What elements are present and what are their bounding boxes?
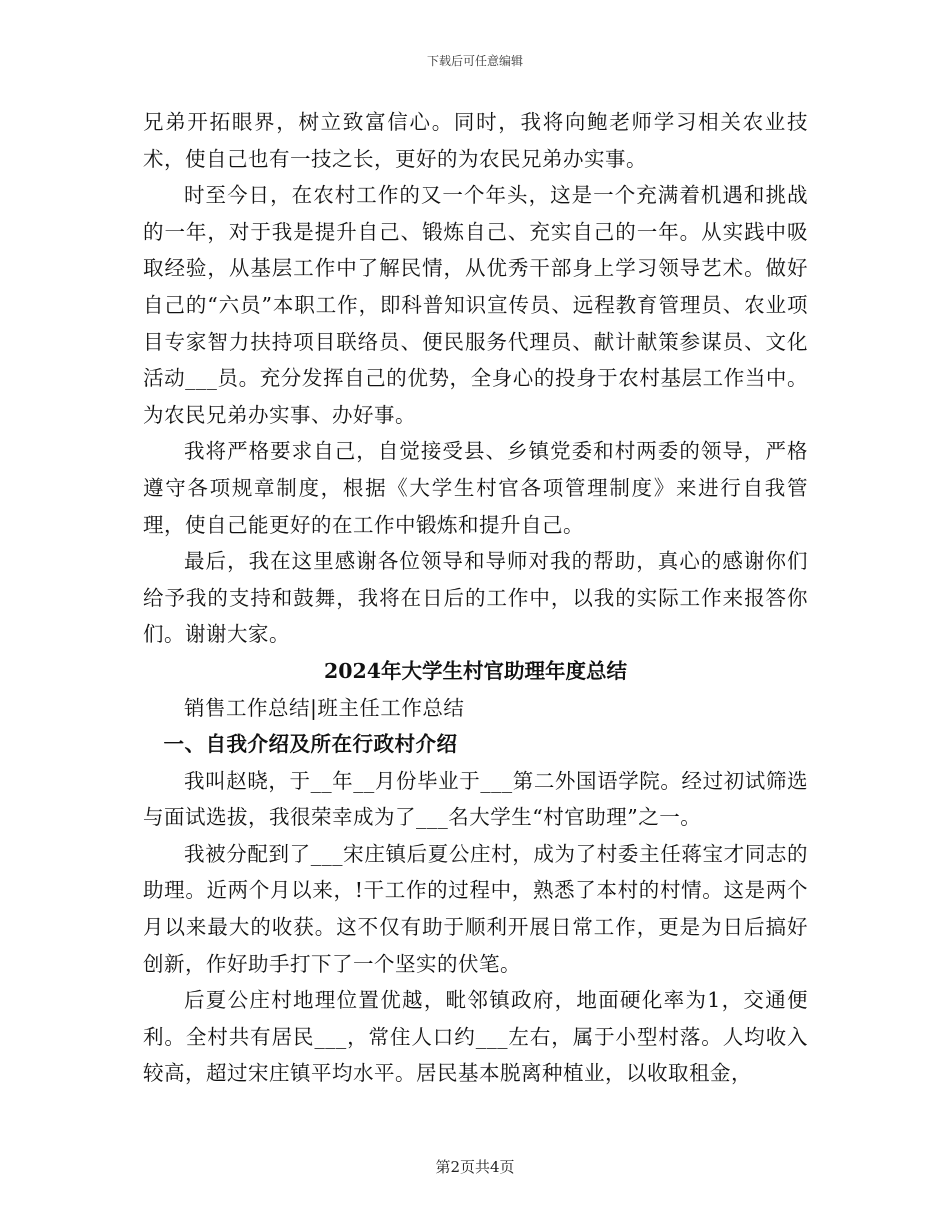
paragraph-six-roles: 时至今日，在农村工作的又一个年头，这是一个充满着机遇和挑战的一年，对于我是提升自己、锻炼自己、充实自己的一年。从实践中吸取经验，从基层工作中了解民情，从优秀干部身上学习领导艺术。做好自己的“六员”本职工作，即科普知识宣传员、远程教育管理员、农业项目专家智力扶持项目联络员、便民服务代理员、献计献策参谋员、文化活动___员。充分发挥自己的优势，全身心的投身于农村基层工作当中。为农民兄弟办实事、办好事。 <box>143 183 808 427</box>
page-number: 第2页共4页 <box>435 1158 515 1176</box>
section-heading-introduction: 一、自我介绍及所在行政村介绍 <box>163 732 458 757</box>
paragraph-village-overview: 后夏公庄村地理位置优越，毗邻镇政府，地面硬化率为1，交通便利。全村共有居民___，常住人口约___左右，属于小型村落。人均收入较高，超过宋庄镇平均水平。居民基本脱离种植业，以收取租金， <box>143 988 808 1086</box>
paragraph-self-discipline: 我将严格要求自己，自觉接受县、乡镇党委和村两委的领导，严格遵守各项规章制度，根据《大学生村官各项管理制度》来进行自我管理，使自己能更好的在工作中锻炼和提升自己。 <box>143 439 808 537</box>
paragraph-thanks: 最后，我在这里感谢各位领导和导师对我的帮助，真心的感谢你们给予我的支持和鼓舞，我将在日后的工作中，以我的实际工作来报答你们。谢谢大家。 <box>143 549 808 647</box>
paragraph-assignment: 我被分配到了___宋庄镇后夏公庄村，成为了村委主任蒋宝才同志的助理。近两个月以来，!干工作的过程中，熟悉了本村的村情。这是两个月以来最大的收获。这不仅有助于顺利开展日常工作，更是为日后搞好创新，作好助手打下了一个坚实的伏笔。 <box>143 841 808 976</box>
document-title: 2024年大学生村官助理年度总结 <box>323 658 628 683</box>
paragraph-self-introduction: 我叫赵晓，于__年__月份毕业于___第二外国语学院。经过初试筛选与面试选拔，我很荣幸成为了___名大学生“村官助理”之一。 <box>143 768 808 830</box>
paragraph-continued: 兄弟开拓眼界，树立致富信心。同时，我将向鲍老师学习相关农业技术，使自己也有一技之长，更好的为农民兄弟办实事。 <box>143 110 808 171</box>
related-links[interactable]: 销售工作总结|班主任工作总结 <box>184 695 465 720</box>
document-body <box>143 104 808 1092</box>
page-header-note: 下载后可任意编辑 <box>426 54 523 68</box>
